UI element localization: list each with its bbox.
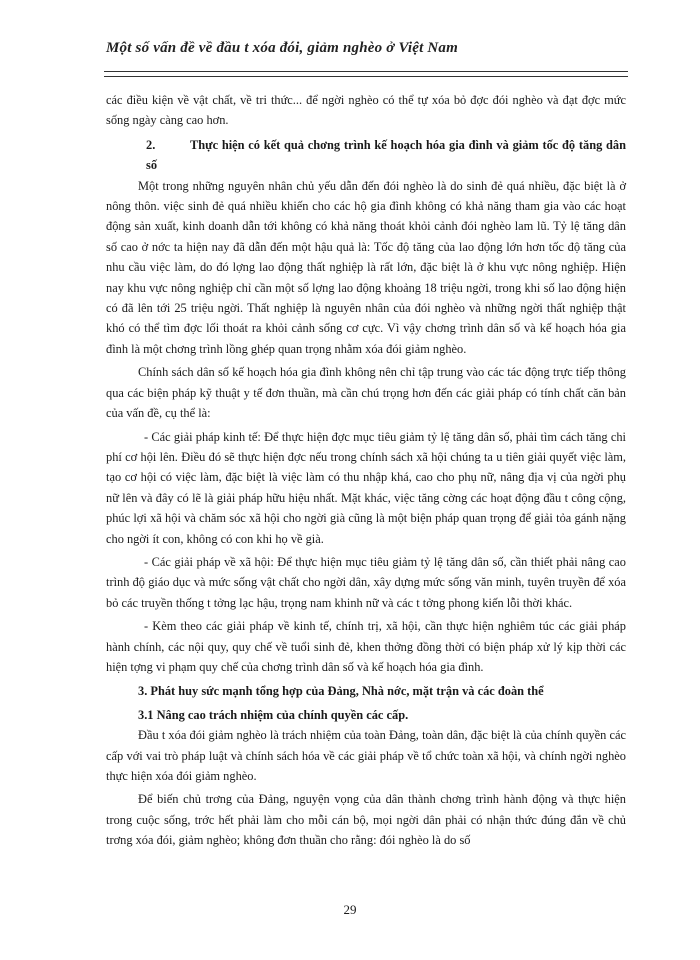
- section-number: 2.: [146, 137, 156, 152]
- header-rule-top: [104, 71, 628, 72]
- paragraph: - Kèm theo các giải pháp về kinh tế, chính trị, xã hội, cần thực hiện nghiêm túc các giải pháp hành chính, các nội quy, quy chế về tuổi sinh đẻ, khen thởng đồng thời có biện pháp xử lý kịp thời các hiện tợng vi phạm quy chế của chơng trình dân số và kế hoạch hóa gia đình.: [106, 619, 626, 674]
- body-text: [106, 90, 626, 851]
- section-heading-2: [106, 135, 626, 176]
- paragraph-intro: các điều kiện về vật chất, về tri thức... để ngời nghèo có thể tự xóa bỏ đợc đói nghèo và đạt đợc mức sống ngày càng cao hơn.: [106, 93, 626, 128]
- paragraph: - Các giải pháp về xã hội: Để thực hiện mục tiêu giảm tỷ lệ tăng dân số, cần thiết phải nâng cao trình độ giáo dục và mức sống vật chất cho ngời dân, xây dựng mức sống văn minh, tuyên truyền để xóa bỏ các truyền thống t tởng lạc hậu, trọng nam khinh nữ và các t tởng phong kiến lỗi thời khác.: [106, 554, 626, 610]
- section-heading-3: 3. Phát huy sức mạnh tổng hợp của Đảng, Nhà nớc, mặt trận và các đoàn thể: [138, 684, 544, 699]
- section-title: Thực hiện có kết quả chơng trình kế hoạch hóa gia đình và giảm tốc độ tăng dân số: [146, 137, 626, 173]
- paragraph: Chính sách dân số kế hoạch hóa gia đình không nên chỉ tập trung vào các tác động trực tiếp thông qua các biện pháp kỹ thuật y tế đơn thuần, mà cần chú trọng hơn đến các giải pháp có tính chất căn bản của vấn đề, cụ thể là:: [106, 365, 626, 421]
- page-number: 29: [343, 902, 357, 917]
- running-header: Một số vấn đề về đầu t xóa đói, giảm nghèo ở Việt Nam: [106, 40, 458, 56]
- paragraph: Một trong những nguyên nhân chủ yếu dẫn đến đói nghèo là do sinh đẻ quá nhiều, đặc biệt là ở nông thôn. việc sinh đẻ quá nhiều khiến cho các hộ gia đình không có khả năng tham gia vào các hoạt động sản xuất, kinh doanh dẫn tới không có khả năng thoát khỏi cảnh đói nghèo lam lũ. Tỷ lệ tăng dân số cao ở nớc ta hiện nay đã dẫn đến một hậu quả là: Tốc độ tăng của lao động lớn hơn tốc độ tăng của nhu cầu việc làm, do đó lợng lao động thất nghiệp là rất lớn, đặc biệt là ở khu vực nông nghiệp. Hiện nay khu vực nông nghiệp chỉ cần một số lợng lao động khoảng 18 triệu ngời, trong khi số lao động hiện có đã lên tới 25 triệu ngời. Thất nghiệp là nguyên nhân của đói nghèo và những ngời thất nghiệp thật khó có thể tìm đợc lối thoát ra khỏi cảnh sống cơ cực. Vì vậy chơng trình dân số và kế hoạch hóa gia đình là một chơng trình lồng ghép quan trọng nhằm xóa đói giảm nghèo.: [106, 178, 626, 356]
- paragraph: - Các giải pháp kinh tế: Để thực hiện đợc mục tiêu giảm tỷ lệ tăng dân số, phải tìm cách tăng chi phí cơ hội lên. Điều đó sẽ thực hiện đợc nếu trong chính sách xã hội chúng ta u tiên giải quyết việc làm, tạo cơ hội có việc làm, đặc biệt là việc làm có thu nhập khá, cao cho phụ nữ, nâng địa vị của ngời phụ nữ lên và đây có lẽ là giải pháp hữu hiệu nhất. Mặt khác, việc tăng cờng các hoạt động đầu t công cộng, phúc lợi xã hội và chăm sóc xã hội cho ngời già cũng là một biện pháp quan trọng để giải tỏa gánh nặng cho ngời ít con, không có con khi họ về già.: [106, 429, 626, 546]
- paragraph: Để biến chủ trơng của Đảng, nguyện vọng của dân thành chơng trình hành động và thực hiện trong cuộc sống, trớc hết phải làm cho mỗi cán bộ, mọi ngời dân phải có nhận thức đúng đắn về chủ trơng xóa đói, giảm nghèo; không đơn thuần cho rằng: đói nghèo là do số: [106, 792, 626, 848]
- header-rule-bottom: [104, 76, 628, 77]
- subsection-heading-3-1: 3.1 Nâng cao trách nhiệm của chính quyền các cấp.: [138, 707, 409, 722]
- paragraph: Đầu t xóa đói giảm nghèo là trách nhiệm của toàn Đảng, toàn dân, đặc biệt là của chính quyền các cấp với vai trò pháp luật và chính sách hóa về các giải pháp về tổ chức toàn xã hội, và chính ngời nghèo thực hiện xóa đói giảm nghèo.: [106, 728, 626, 783]
